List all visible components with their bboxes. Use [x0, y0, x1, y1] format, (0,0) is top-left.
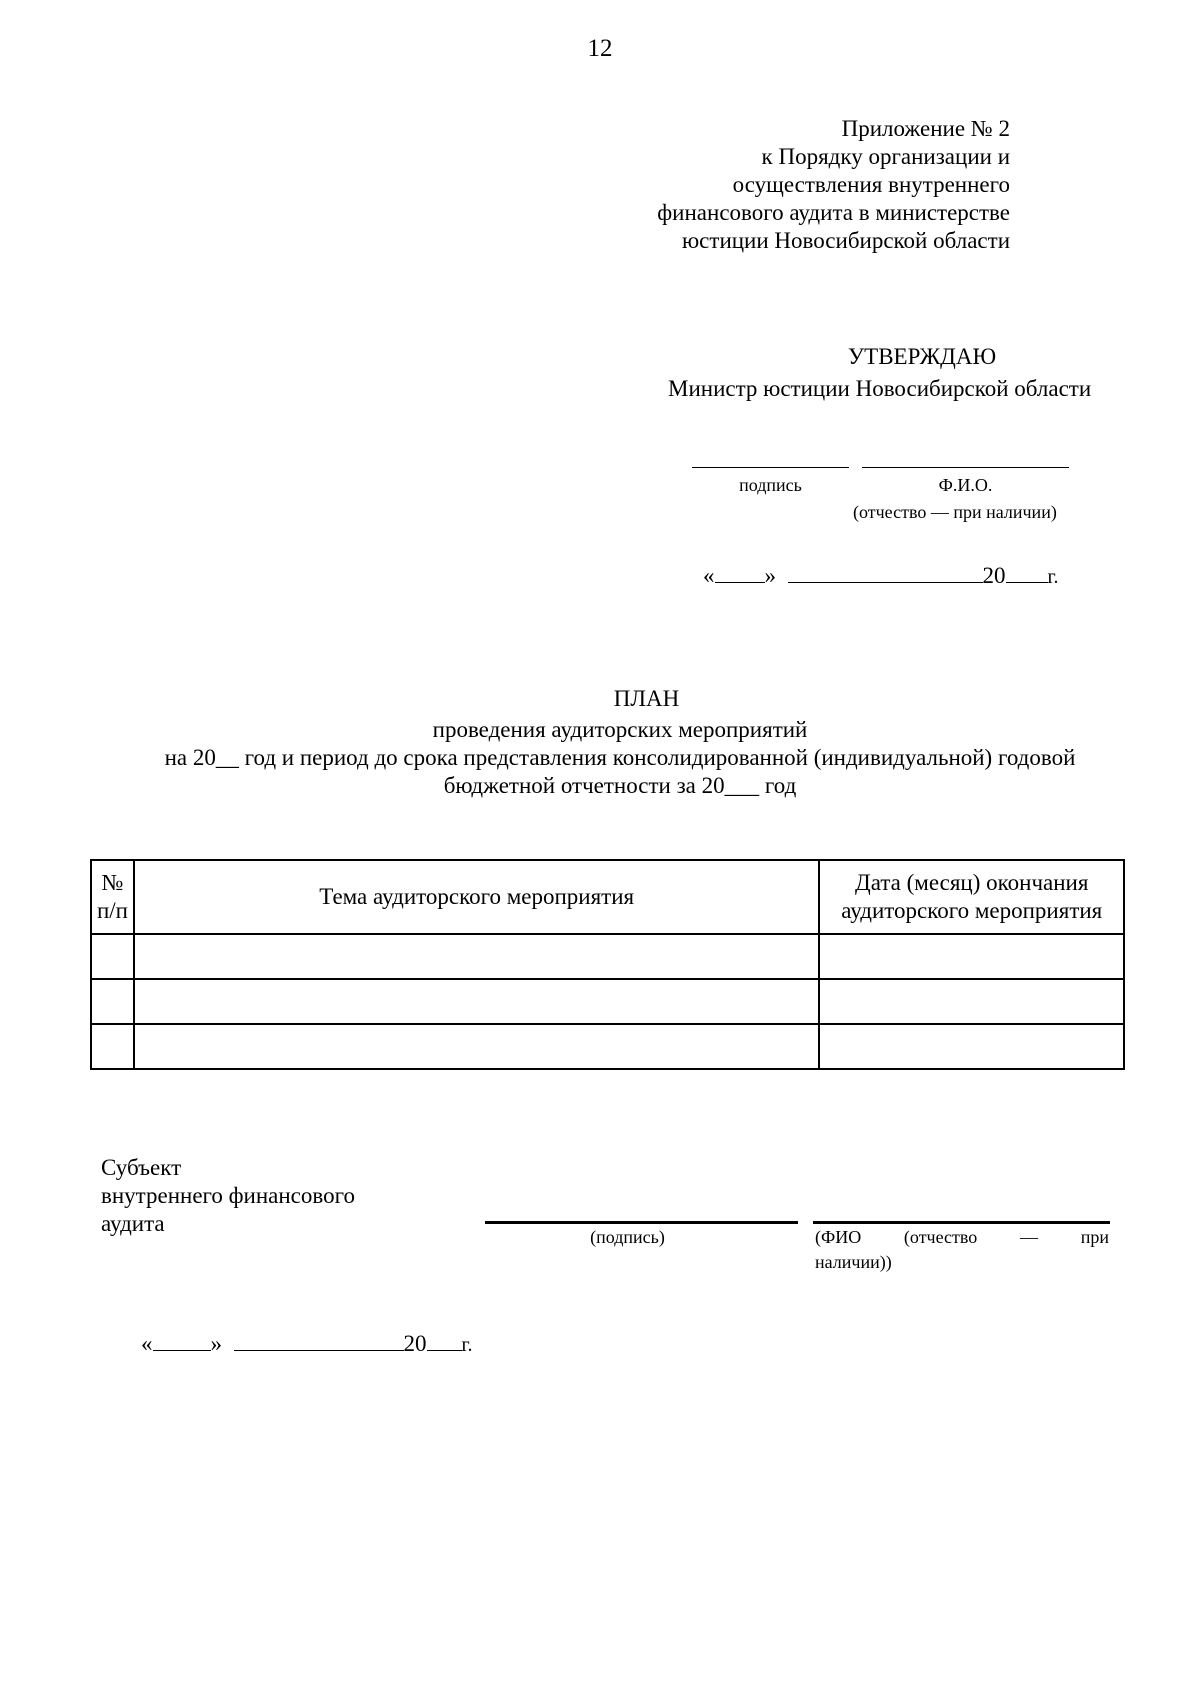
appendix-line: Приложение № 2 — [841, 116, 1010, 141]
table-row — [91, 934, 1124, 979]
table-cell — [91, 979, 134, 1024]
table-cell — [134, 1024, 820, 1069]
name-line — [862, 467, 1069, 468]
page-number: 12 — [587, 35, 613, 62]
table-cell — [91, 1024, 134, 1069]
header-number-line-2: п/п — [96, 898, 128, 923]
subject-signature-caption: (подпись) — [590, 1227, 665, 1247]
plan-table — [90, 859, 1125, 1070]
appendix-line: осуществления внутреннего — [732, 172, 1010, 197]
approval-position: Министр юстиции Новосибирской области — [668, 376, 1092, 401]
header-topic: Тема аудиторского мероприятия — [134, 860, 820, 934]
close-quote: » — [210, 1331, 222, 1356]
approval-date — [703, 562, 1058, 589]
subject-name-line — [813, 1221, 1110, 1224]
header-number-line-1: № — [101, 870, 124, 895]
plan-line-1: проведения аудиторских мероприятий — [432, 717, 808, 742]
subject-signature-line — [485, 1221, 798, 1224]
subject-name-caption-line-1: (ФИО (отчество — при — [815, 1227, 1109, 1247]
year-prefix: 20 — [982, 563, 1006, 588]
plan-title: ПЛАН — [613, 686, 680, 711]
open-quote: « — [141, 1331, 153, 1356]
table-row — [91, 1024, 1124, 1069]
table-header-row — [91, 860, 1124, 934]
subject-date — [141, 1330, 472, 1357]
year-suffix: г. — [461, 1334, 473, 1356]
plan-line-2: на 20__ год и период до срока представления консолидированной (индивидуальной) годовой — [164, 745, 1076, 770]
appendix-line: юстиции Новосибирской области — [682, 228, 1010, 253]
appendix-line: финансового аудита в министерстве — [657, 200, 1010, 225]
appendix-header — [657, 115, 1010, 255]
table-cell — [819, 934, 1124, 979]
plan-subtitle — [100, 716, 1140, 800]
appendix-line: к Порядку организации и — [761, 144, 1010, 169]
header-date-line-1: Дата (месяц) окончания — [855, 870, 1089, 895]
subject-line: Субъект — [101, 1155, 182, 1180]
name-caption: Ф.И.О. — [938, 475, 993, 495]
day-blank — [153, 1330, 211, 1351]
header-number — [91, 860, 134, 934]
subject-line: аудита — [101, 1211, 165, 1236]
open-quote: « — [703, 563, 715, 588]
header-date-line-2: аудиторского мероприятия — [841, 898, 1103, 923]
table-cell — [134, 934, 820, 979]
month-blank — [788, 562, 983, 583]
plan-line-3: бюджетной отчетности за 20___ год — [443, 773, 797, 798]
signature-line — [692, 467, 849, 468]
table-cell — [819, 1024, 1124, 1069]
year-suffix: г. — [1047, 566, 1059, 588]
table-cell — [91, 934, 134, 979]
table-cell — [819, 979, 1124, 1024]
signature-caption: подпись — [739, 475, 802, 495]
name-note: (отчество — при наличии) — [853, 502, 1057, 522]
year-prefix: 20 — [403, 1331, 427, 1356]
header-date — [819, 860, 1124, 934]
table-cell — [134, 979, 820, 1024]
month-blank — [234, 1330, 404, 1351]
subject-label — [101, 1154, 355, 1238]
subject-name-caption-line-2: наличии)) — [815, 1252, 892, 1272]
subject-line: внутреннего финансового — [101, 1183, 355, 1208]
year-blank — [1006, 562, 1048, 583]
day-blank — [715, 562, 765, 583]
table-row — [91, 979, 1124, 1024]
close-quote: » — [764, 563, 776, 588]
approval-title: УТВЕРЖДАЮ — [847, 344, 997, 369]
year-blank — [427, 1330, 462, 1351]
